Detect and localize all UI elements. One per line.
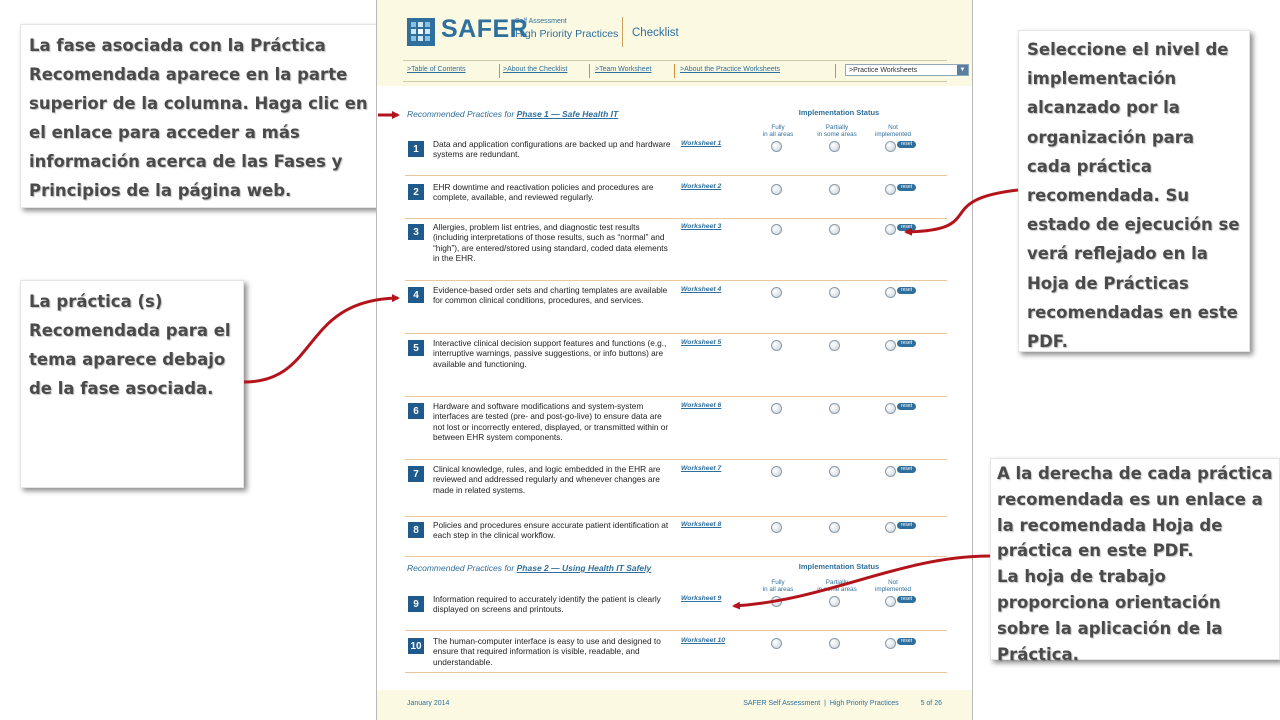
practice-text: Hardware and software modifications and system-system interfaces are tested (pre- and post-go-live) to ensure data are not lost or incorrectly entered, displayed, or transmitted within or between EHR system components. — [433, 401, 669, 443]
callout-phase-text: La fase asociada con la Práctica Recomendada aparece en la parte superior de la columna. Haga clic en el enlace para acceder a más información acerca de las Fases y Principios de la página web. — [29, 36, 368, 200]
practice-number: 9 — [408, 596, 424, 612]
radio-not-implemented[interactable] — [885, 596, 896, 607]
reset-button[interactable]: reset — [897, 403, 916, 410]
practice-row — [405, 633, 947, 673]
worksheet-link[interactable]: Worksheet 2 — [681, 183, 722, 190]
practice-number: 6 — [408, 403, 424, 419]
radio-fully[interactable] — [771, 287, 782, 298]
practice-row — [405, 219, 947, 281]
practice-row — [405, 517, 947, 557]
callout-worksheet-text-2: La hoja de trabajo proporciona orientación sobre la aplicación de la Práctica. — [997, 567, 1223, 664]
practice-number: 5 — [408, 340, 424, 356]
practice-row — [405, 591, 947, 631]
radio-partially[interactable] — [829, 287, 840, 298]
header-divider — [622, 17, 623, 47]
radio-partially[interactable] — [829, 184, 840, 195]
radio-fully[interactable] — [771, 340, 782, 351]
practice-row — [405, 136, 947, 176]
practice-text: EHR downtime and reactivation policies and procedures are complete, available, and reviewed regularly. — [433, 182, 654, 203]
col-fully: Fully in all areas — [762, 124, 794, 138]
radio-not-implemented[interactable] — [885, 224, 896, 235]
radio-partially[interactable] — [829, 466, 840, 477]
row-divider — [405, 175, 947, 176]
radio-partially[interactable] — [829, 596, 840, 607]
checklist-page — [376, 0, 973, 720]
implementation-status-title: Implementation Status — [798, 108, 880, 117]
nav-divider — [499, 64, 500, 78]
radio-not-implemented[interactable] — [885, 287, 896, 298]
col-not-implemented-2: Not implemented — [874, 579, 912, 593]
callout-worksheet-info — [990, 458, 1280, 664]
row-divider — [405, 459, 947, 460]
practice-number: 10 — [408, 638, 424, 654]
reset-button[interactable]: reset — [897, 340, 916, 347]
callout-phase-info — [20, 24, 378, 208]
nav-bar — [403, 60, 966, 82]
radio-partially[interactable] — [829, 141, 840, 152]
callout-practice-text: La práctica (s) Recomendada para el tema aparece debajo de la fase asociada. — [29, 292, 231, 398]
worksheet-link[interactable]: Worksheet 6 — [681, 402, 722, 409]
radio-partially[interactable] — [829, 403, 840, 414]
col-partially-2: Partially in some areas — [817, 579, 857, 593]
radio-partially[interactable] — [829, 522, 840, 533]
radio-not-implemented[interactable] — [885, 466, 896, 477]
radio-not-implemented[interactable] — [885, 403, 896, 414]
reset-button[interactable]: reset — [897, 224, 916, 231]
practice-row — [405, 398, 947, 460]
practice-number: 7 — [408, 466, 424, 482]
row-divider — [405, 630, 947, 631]
reset-button[interactable]: reset — [897, 141, 916, 148]
footer-title: SAFER Self Assessment | High Priority Practices — [743, 700, 899, 707]
reset-button[interactable]: reset — [897, 287, 916, 294]
practice-row — [405, 461, 947, 517]
radio-not-implemented[interactable] — [885, 522, 896, 533]
nav-link-team-worksheet[interactable]: >Team Worksheet — [595, 66, 652, 73]
practice-text: Data and application configurations are backed up and hardware systems are redundant. — [433, 139, 671, 160]
radio-partially[interactable] — [829, 224, 840, 235]
radio-fully[interactable] — [771, 638, 782, 649]
nav-divider — [835, 64, 836, 78]
reset-button[interactable]: reset — [897, 638, 916, 645]
worksheet-link[interactable]: Worksheet 9 — [681, 595, 722, 602]
select-value: >Practice Worksheets — [849, 67, 918, 74]
callout-worksheet-text-1: A la derecha de cada práctica recomendada es un enlace a la recomendada Hoja de práctica en este PDF. — [997, 464, 1273, 561]
page-header — [377, 0, 972, 86]
phase-1-heading — [407, 109, 618, 119]
nav-link-about-checklist[interactable]: >About the Checklist — [503, 66, 568, 73]
practice-number: 1 — [408, 141, 424, 157]
reset-button[interactable]: reset — [897, 596, 916, 603]
practice-row — [405, 179, 947, 219]
practice-row — [405, 335, 947, 397]
row-divider — [405, 396, 947, 397]
practice-text: The human-computer interface is easy to use and designed to ensure that required information is visible, readable, and understandable. — [433, 636, 661, 667]
page-footer — [377, 690, 972, 720]
nav-link-about-practice[interactable]: >About the Practice Worksheets — [680, 66, 781, 73]
radio-partially[interactable] — [829, 340, 840, 351]
safer-logo-icon — [407, 18, 435, 46]
radio-fully[interactable] — [771, 403, 782, 414]
radio-not-implemented[interactable] — [885, 184, 896, 195]
radio-fully[interactable] — [771, 522, 782, 533]
radio-fully[interactable] — [771, 466, 782, 477]
nav-divider — [589, 64, 590, 78]
header-small-title: Self Assessment — [515, 18, 567, 25]
phase-1-prefix: Recommended Practices for — [407, 109, 515, 119]
practice-text: Interactive clinical decision support features and functions (e.g., interruptive warnings, passive suggestions, or info buttons) are available and functioning. — [433, 338, 667, 369]
radio-fully[interactable] — [771, 224, 782, 235]
row-divider — [405, 333, 947, 334]
implementation-status-title-2: Implementation Status — [798, 562, 880, 571]
practice-text: Policies and procedures ensure accurate patient identification at each step in the clinical workflow. — [433, 520, 669, 541]
worksheet-link[interactable]: Worksheet 7 — [681, 465, 722, 472]
radio-partially[interactable] — [829, 638, 840, 649]
practice-number: 2 — [408, 184, 424, 200]
page-title: Checklist — [632, 27, 679, 39]
nav-divider — [674, 64, 675, 78]
callout-implementation-info — [1018, 30, 1250, 352]
worksheet-link[interactable]: Worksheet 1 — [681, 140, 722, 147]
practice-text: Evidence-based order sets and charting templates are available for common clinical conditions, procedures, and services. — [433, 285, 668, 306]
practice-number: 3 — [408, 224, 424, 240]
col-partially: Partially in some areas — [817, 124, 857, 138]
radio-fully[interactable] — [771, 596, 782, 607]
phase-1-link[interactable]: Phase 1 — Safe Health IT — [516, 109, 619, 119]
footer-page-number: 5 of 26 — [920, 700, 942, 707]
col-fully-2: Fully in all areas — [762, 579, 794, 593]
radio-not-implemented[interactable] — [885, 340, 896, 351]
reset-button[interactable]: reset — [897, 522, 916, 529]
worksheet-link[interactable]: Worksheet 3 — [681, 223, 722, 230]
practice-number: 4 — [408, 287, 424, 303]
practice-worksheets-select[interactable] — [845, 64, 969, 76]
practice-text: Information required to accurately identify the patient is clearly displayed on screens and printouts. — [433, 594, 661, 615]
footer-info — [743, 700, 942, 707]
worksheet-link[interactable]: Worksheet 8 — [681, 521, 722, 528]
row-divider — [405, 556, 947, 557]
reset-button[interactable]: reset — [897, 184, 916, 191]
footer-date: January 2014 — [407, 700, 450, 707]
row-divider — [405, 672, 947, 673]
phase-2-link[interactable]: Phase 2 — Using Health IT Safely — [516, 563, 652, 573]
practice-text: Allergies, problem list entries, and diagnostic test results (including interpretations of those results, such as “normal” and “high”), are entered/stored using standard, coded data elements in the EHR. — [433, 222, 668, 264]
practice-text: Clinical knowledge, rules, and logic embedded in the EHR are reviewed and addressed regularly and whenever changes are made in related systems. — [433, 464, 661, 495]
callout-implementation-text: Seleccione el nivel de implementación alcanzado por la organización para cada práctica recomendada. Su estado de ejecución se verá reflejado en la Hoja de Prácticas recomendadas en este PDF. — [1027, 40, 1240, 352]
worksheet-link[interactable]: Worksheet 4 — [681, 286, 722, 293]
header-subtitle: High Priority Practices — [515, 28, 619, 40]
row-divider — [405, 280, 947, 281]
radio-not-implemented[interactable] — [885, 638, 896, 649]
callout-practice-info — [20, 280, 244, 488]
phase-2-heading — [407, 563, 651, 573]
worksheet-link[interactable]: Worksheet 5 — [681, 339, 722, 346]
logo-text: SAFER — [441, 15, 529, 43]
worksheet-link[interactable]: Worksheet 10 — [681, 637, 726, 644]
reset-button[interactable]: reset — [897, 466, 916, 473]
radio-fully[interactable] — [771, 184, 782, 195]
nav-link-toc[interactable]: >Table of Contents — [407, 66, 466, 73]
radio-fully[interactable] — [771, 141, 782, 152]
practice-row — [405, 282, 947, 334]
chevron-down-icon[interactable]: ▼ — [957, 65, 968, 75]
col-not-implemented: Not implemented — [874, 124, 912, 138]
arrow-practice — [244, 298, 398, 382]
phase-2-prefix: Recommended Practices for — [407, 563, 515, 573]
practice-number: 8 — [408, 522, 424, 538]
radio-not-implemented[interactable] — [885, 141, 896, 152]
